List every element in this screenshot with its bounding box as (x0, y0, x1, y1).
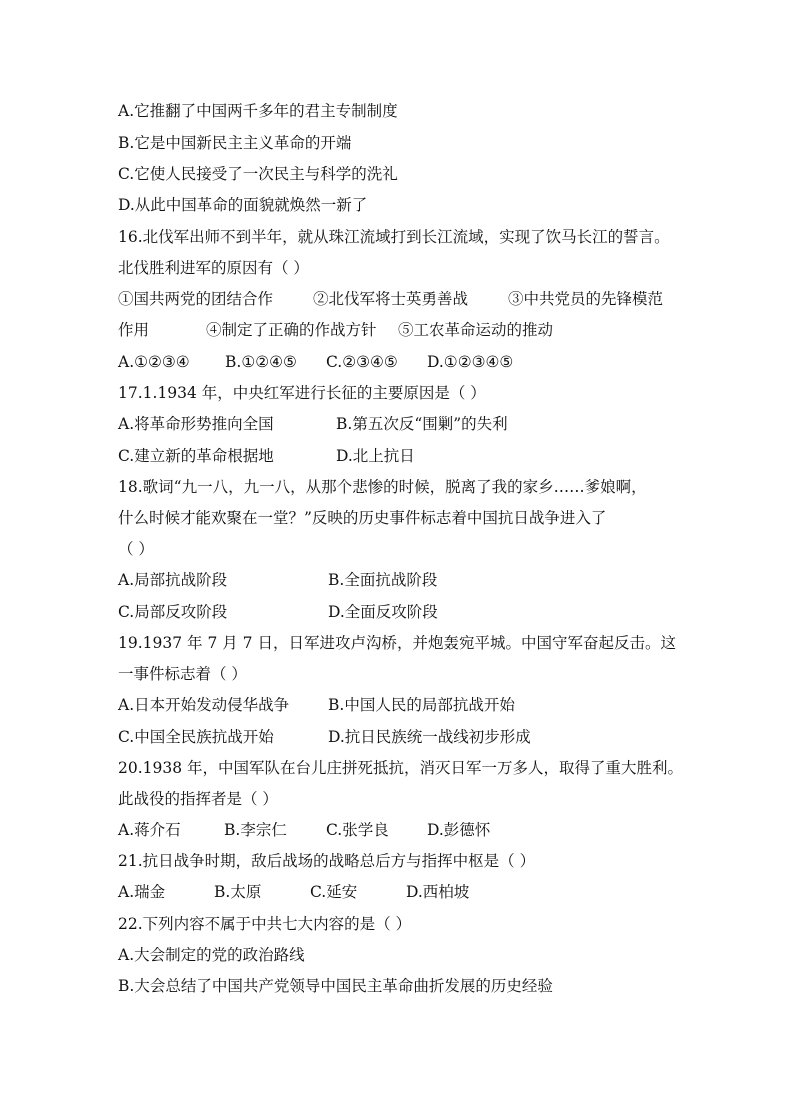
q16-item-2: ②北伐军将士英勇善战 (313, 290, 469, 308)
q17-option-a: A.将革命形势推向全国 (118, 415, 274, 433)
q21-stem: 21.抗日战争时期，敌后战场的战略总后方与指挥中枢是（ ） (118, 852, 536, 870)
q20-stem-line1: 20.1938 年，中国军队在台儿庄拼死抵抗，消灭日军一万多人，取得了重大胜利。 (118, 759, 684, 777)
q16-stem-line2: 北伐胜利进军的原因有（ ） (118, 259, 309, 277)
q20-option-b: B.李宗仁 (224, 821, 287, 839)
q19-option-b: B.中国人民的局部抗战开始 (328, 696, 515, 714)
q19-stem-line2: 一事件标志着（ ） (118, 665, 247, 683)
q18-stem-line2: 什么时候才能欢聚在一堂？”反映的历史事件标志着中国抗日战争进入了 (118, 509, 607, 527)
q19-option-a: A.日本开始发动侵华战争 (118, 696, 290, 714)
q21-option-c: C.延安 (310, 883, 358, 901)
q17-option-b: B.第五次反“围剿”的失利 (336, 415, 508, 433)
q19-stem-line1: 19.1937 年 7 月 7 日，日军进攻卢沟桥，并炮轰宛平城。中国守军奋起反击。这 (118, 634, 676, 652)
q18-stem-line3: （ ） (118, 540, 154, 558)
q16-option-b: B.①②④⑤ (225, 353, 297, 371)
q16-stem-line1: 16.北伐军出师不到半年，就从珠江流域打到长江流域，实现了饮马长江的誓言。 (118, 228, 670, 246)
q20-option-a: A.蒋介石 (118, 821, 181, 839)
q18-option-a: A.局部抗战阶段 (118, 571, 228, 589)
q17-option-c: C.建立新的革命根据地 (118, 447, 274, 465)
q18-option-d: D.全面反攻阶段 (328, 603, 438, 621)
q21-option-b: B.太原 (214, 883, 262, 901)
q17-stem: 17.1.1934 年，中央红军进行长征的主要原因是（ ） (118, 384, 486, 402)
q22-option-b: B.大会总结了中国共产党领导中国民主革命曲折发展的历史经验 (118, 977, 553, 995)
q21-option-a: A.瑞金 (118, 883, 166, 901)
q15-option-b: B.它是中国新民主主义革命的开端 (118, 134, 352, 152)
q16-item-1: ①国共两党的团结合作 (118, 290, 274, 308)
q20-option-d: D.彭德怀 (427, 821, 491, 839)
q19-option-d: D.抗日民族统一战线初步形成 (328, 728, 531, 746)
q21-option-d: D.西柏坡 (406, 883, 470, 901)
q18-option-b: B.全面抗战阶段 (328, 571, 438, 589)
q20-stem-line2: 此战役的指挥者是（ ） (118, 790, 278, 808)
q22-stem: 22.下列内容不属于中共七大内容的是（ ） (118, 915, 412, 933)
q18-option-c: C.局部反攻阶段 (118, 603, 228, 621)
q15-option-d: D.从此中国革命的面貌就焕然一新了 (118, 196, 368, 214)
q16-option-c: C.②③④⑤ (326, 353, 398, 371)
q16-item-4: ④制定了正确的作战方针 (206, 321, 377, 339)
q16-item-3: ③中共党员的先锋模范 (508, 290, 664, 308)
q15-option-c: C.它使人民接受了一次民主与科学的洗礼 (118, 165, 398, 183)
q22-option-a: A.大会制定的党的政治路线 (118, 946, 305, 964)
q15-option-a: A.它推翻了中国两千多年的君主专制制度 (118, 102, 398, 120)
q16-item-5: ⑤工农革命运动的推动 (398, 321, 554, 339)
q19-option-c: C.中国全民族抗战开始 (118, 728, 274, 746)
q18-stem-line1: 18.歌词“九一八，九一八，从那个悲惨的时候，脱离了我的家乡……爹娘啊， (118, 478, 647, 496)
q16-option-a: A.①②③④ (118, 353, 190, 371)
q16-item-3-cont: 作用 (118, 321, 150, 339)
q17-option-d: D.北上抗日 (336, 447, 415, 465)
q20-option-c: C.张学良 (326, 821, 389, 839)
q16-option-d: D.①②③④⑤ (427, 353, 514, 371)
